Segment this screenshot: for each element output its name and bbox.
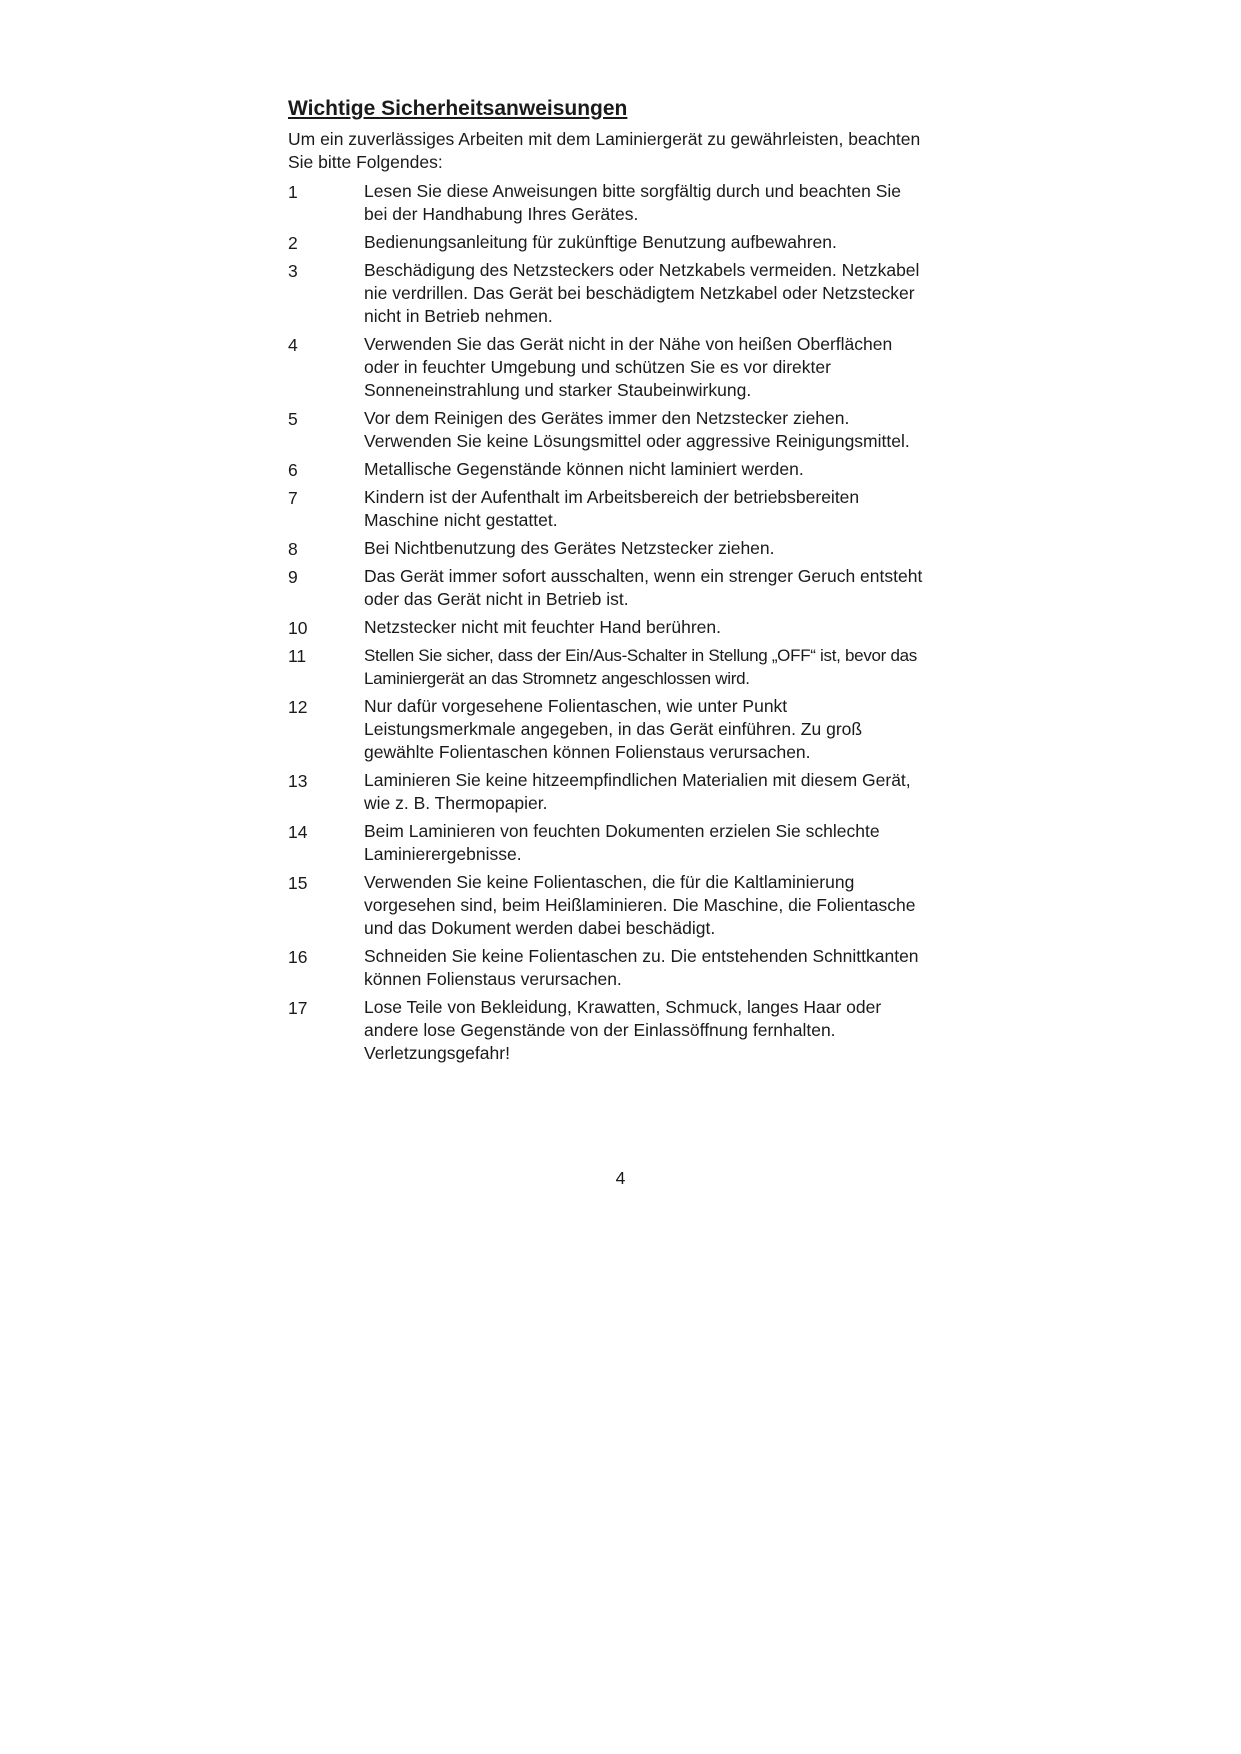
item-number: 14 bbox=[288, 822, 308, 842]
document-page bbox=[288, 96, 928, 1070]
item-number: 12 bbox=[288, 697, 308, 717]
list-item bbox=[288, 820, 928, 866]
list-item bbox=[288, 458, 928, 481]
page-number: 4 bbox=[615, 1168, 626, 1188]
item-text: Netzstecker nicht mit feuchter Hand berühren. bbox=[364, 617, 721, 637]
item-number: 11 bbox=[288, 646, 307, 666]
list-item bbox=[288, 565, 928, 611]
intro-text: Um ein zuverlässiges Arbeiten mit dem Laminiergerät zu gewährleisten, beachten Sie bitte Folgendes: bbox=[288, 129, 921, 172]
item-text: Schneiden Sie keine Folientaschen zu. Die entstehenden Schnittkanten können Folienstaus verursachen. bbox=[364, 946, 919, 989]
list-item bbox=[288, 231, 928, 254]
list-item bbox=[288, 407, 928, 453]
item-text: Kindern ist der Aufenthalt im Arbeitsbereich der betriebsbereiten Maschine nicht gestattet. bbox=[364, 487, 860, 530]
list-item bbox=[288, 769, 928, 815]
item-text: Verwenden Sie keine Folientaschen, die für die Kaltlaminierung vorgesehen sind, beim Heißlaminieren. Die Maschine, die Folientasche und das Dokument werden dabei beschädigt. bbox=[364, 872, 916, 938]
item-text: Laminieren Sie keine hitzeempfindlichen Materialien mit diesem Gerät, wie z. B. Thermopapier. bbox=[364, 770, 911, 813]
item-number: 3 bbox=[288, 261, 298, 281]
safety-instructions-list bbox=[288, 180, 928, 1065]
item-number: 2 bbox=[288, 233, 298, 253]
item-number: 1 bbox=[288, 182, 298, 202]
item-text: Beim Laminieren von feuchten Dokumenten erzielen Sie schlechte Laminierergebnisse. bbox=[364, 821, 880, 864]
list-item bbox=[288, 644, 928, 690]
item-text: Beschädigung des Netzsteckers oder Netzkabels vermeiden. Netzkabel nie verdrillen. Das Gerät bei beschädigtem Netzkabel oder Netzstecker nicht in Betrieb nehmen. bbox=[364, 260, 920, 326]
item-text: Stellen Sie sicher, dass der Ein/Aus-Schalter in Stellung „OFF“ ist, bevor das Laminiergerät an das Stromnetz angeschlossen wird. bbox=[364, 646, 917, 688]
list-item bbox=[288, 537, 928, 560]
list-item bbox=[288, 616, 928, 639]
item-number: 8 bbox=[288, 539, 298, 559]
item-number: 16 bbox=[288, 947, 308, 967]
item-text: Lesen Sie diese Anweisungen bitte sorgfältig durch und beachten Sie bei der Handhabung Ihres Gerätes. bbox=[364, 181, 902, 224]
list-item bbox=[288, 259, 928, 328]
page-title: Wichtige Sicherheitsanweisungen bbox=[288, 97, 628, 120]
list-item bbox=[288, 945, 928, 991]
item-number: 6 bbox=[288, 460, 298, 480]
list-item bbox=[288, 180, 928, 226]
item-number: 10 bbox=[288, 618, 308, 638]
list-item bbox=[288, 695, 928, 764]
list-item bbox=[288, 486, 928, 532]
item-number: 5 bbox=[288, 409, 298, 429]
item-number: 7 bbox=[288, 488, 298, 508]
item-text: Das Gerät immer sofort ausschalten, wenn ein strenger Geruch entsteht oder das Gerät nicht in Betrieb ist. bbox=[364, 566, 923, 609]
item-text: Vor dem Reinigen des Gerätes immer den Netzstecker ziehen. Verwenden Sie keine Lösungsmittel oder aggressive Reinigungsmittel. bbox=[364, 408, 910, 451]
item-number: 4 bbox=[288, 335, 298, 355]
item-number: 9 bbox=[288, 567, 298, 587]
item-text: Lose Teile von Bekleidung, Krawatten, Schmuck, langes Haar oder andere lose Gegenstände von der Einlassöffnung fernhalten. Verletzungsgefahr! bbox=[364, 997, 882, 1063]
list-item bbox=[288, 871, 928, 940]
item-text: Nur dafür vorgesehene Folientaschen, wie unter Punkt Leistungsmerkmale angegeben, in das Gerät einführen. Zu groß gewählte Folientaschen können Folienstaus verursachen. bbox=[364, 696, 863, 762]
item-number: 15 bbox=[288, 873, 308, 893]
list-item bbox=[288, 333, 928, 402]
item-number: 17 bbox=[288, 998, 308, 1018]
list-item bbox=[288, 996, 928, 1065]
item-number: 13 bbox=[288, 771, 308, 791]
item-text: Verwenden Sie das Gerät nicht in der Nähe von heißen Oberflächen oder in feuchter Umgebung und schützen Sie es vor direkter Sonneneinstrahlung und starker Staubeinwirkung. bbox=[364, 334, 893, 400]
item-text: Metallische Gegenstände können nicht laminiert werden. bbox=[364, 459, 804, 479]
item-text: Bei Nichtbenutzung des Gerätes Netzstecker ziehen. bbox=[364, 538, 775, 558]
item-text: Bedienungsanleitung für zukünftige Benutzung aufbewahren. bbox=[364, 232, 837, 252]
